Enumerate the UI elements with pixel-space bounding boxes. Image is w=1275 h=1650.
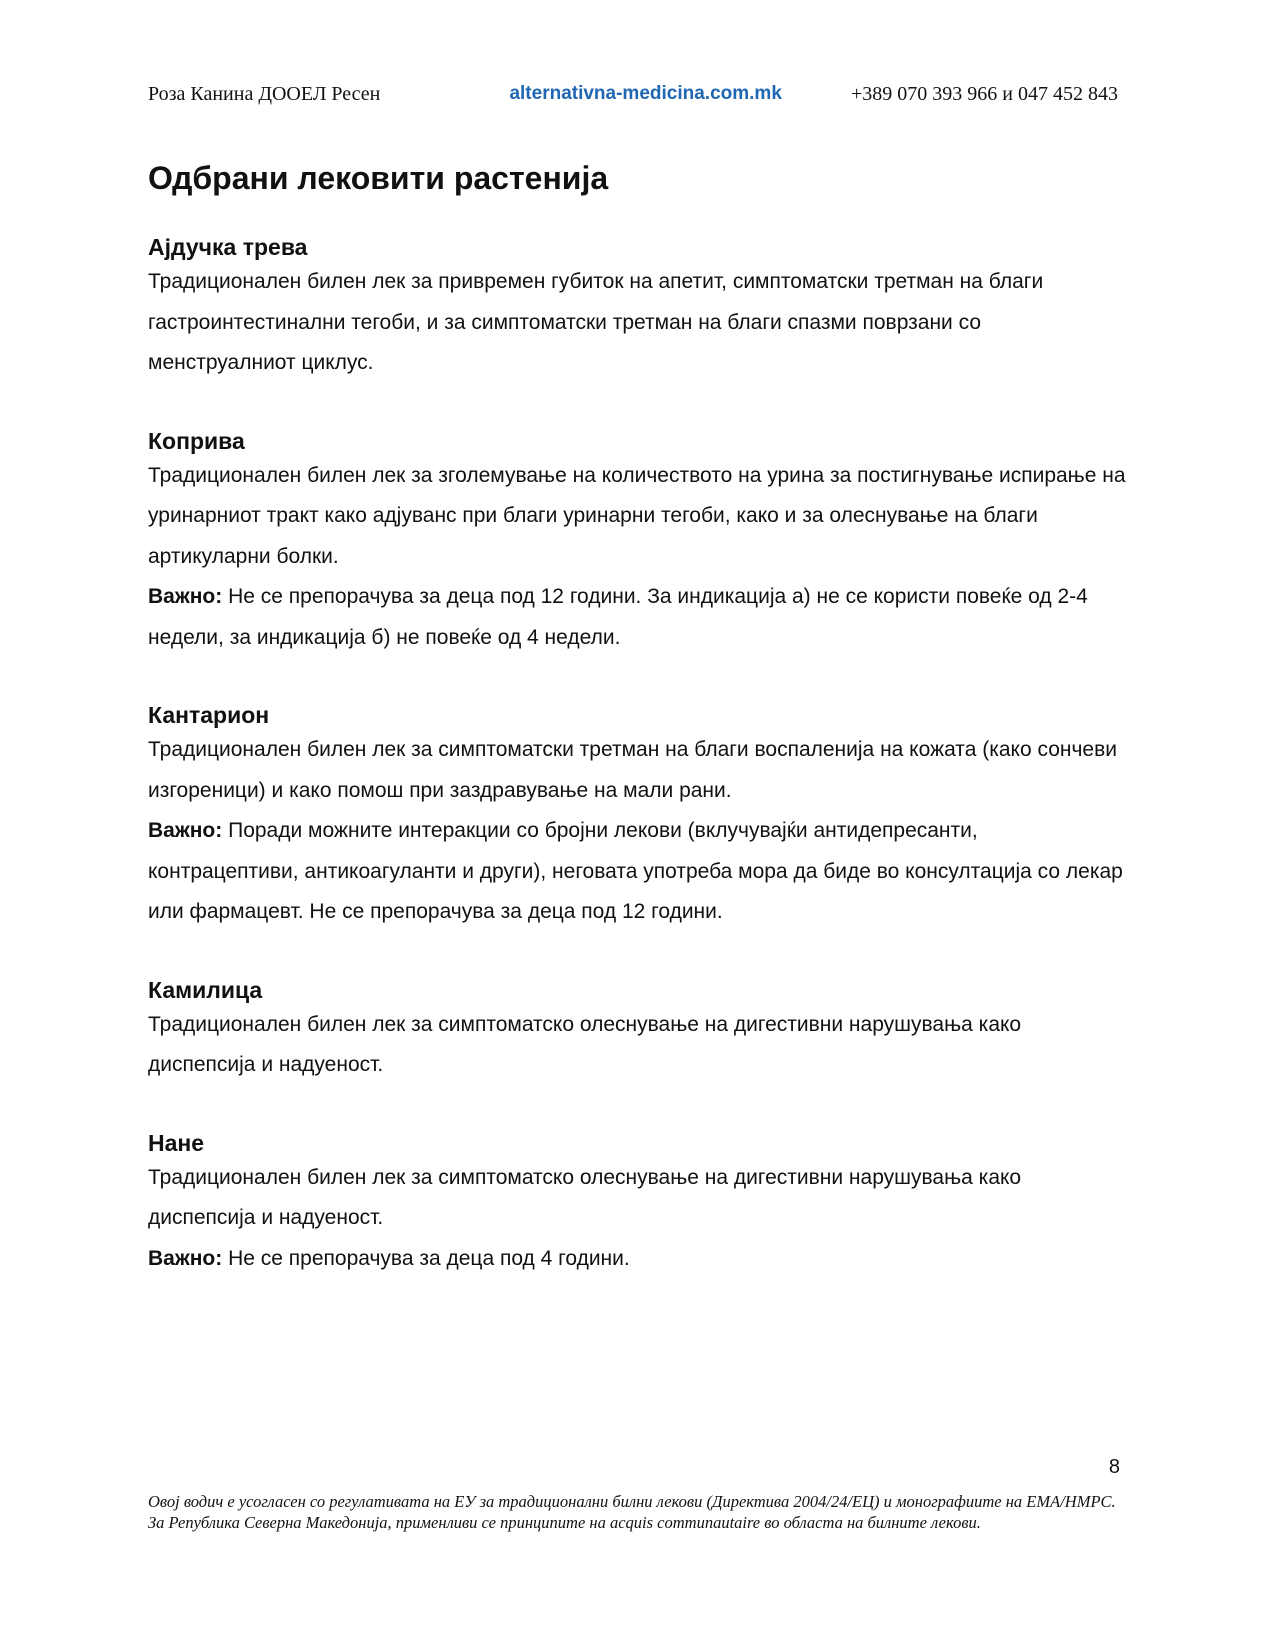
plant-description: Традиционален билен лек за симптоматско олеснување на дигестивни нарушувања како диспепсија и надуеност.	[148, 1165, 1022, 1229]
plant-description: Традиционален билен лек за симптоматско олеснување на дигестивни нарушувања како диспепсија и надуеност.	[148, 1012, 1022, 1076]
note-text: Не се препорачува за деца под 12 години. За индикација а) не се користи повеќе од 2-4 недели, за индикација б) не повеќе од 4 недели.	[148, 585, 1088, 649]
plant-note	[148, 1239, 1128, 1280]
note-label: Важно:	[148, 585, 223, 608]
plant-name: Кантарион	[148, 702, 270, 728]
plant-name: Камилица	[148, 976, 263, 1003]
page-header	[148, 80, 1118, 108]
page-number: 8	[1108, 1456, 1120, 1478]
footer-disclaimer: Овој водич е усогласен со регулативата на ЕУ за традиционални билни лекови (Директива 2004/24/ЕЦ) и монографиите на ЕМА/HMPC. За Република Северна Македонија, применливи се принципите на acquis communautaire во областа на билните лекови.	[148, 1492, 1116, 1532]
note-label: Важно:	[148, 819, 223, 842]
plant-section-kantarion	[148, 700, 1128, 933]
plant-section-kopriva	[148, 426, 1128, 659]
plant-name: Нане	[148, 1129, 205, 1156]
note-label: Важно:	[148, 1246, 223, 1270]
note-text: Поради можните интеракции со бројни лекови (вклучувајќи антидепресанти, контрацептиви, антикоагуланти и други), неговата употреба мора да биде во консултација со лекар или фармацевт. Не се препорачува за деца под 12 години.	[148, 819, 1123, 923]
header-phone: +389 070 393 966 и 047 452 843	[851, 82, 1118, 105]
page-title: Одбрани лековити растенија	[148, 160, 609, 196]
plant-note	[148, 577, 1128, 658]
header-company: Роза Канина ДООЕЛ Ресен	[148, 82, 381, 105]
plant-name: Коприва	[148, 427, 245, 454]
plant-note	[148, 811, 1128, 933]
note-text: Не се препорачува за деца под 4 години.	[228, 1246, 630, 1270]
plant-section-kamilica	[148, 975, 1128, 1086]
plant-description: Традиционален билен лек за зголемување на количеството на урина за постигнување испирање на уринарниот тракт како адјуванс при благи уринарни тегоби, како и за олеснување на благи артикуларни болки.	[148, 463, 1126, 568]
plant-list	[148, 232, 1128, 1321]
plant-section-nane	[148, 1128, 1128, 1280]
header-website-link[interactable]: alternativna-medicina.com.mk	[509, 83, 782, 104]
plant-description: Традиционален билен лек за симптоматски третман на благи воспаленија на кожата (како сончеви изгореници) и како помош при заздравување на мали рани.	[148, 738, 1117, 802]
plant-name: Ајдучка трева	[148, 234, 308, 260]
plant-description: Традиционален билен лек за привремен губиток на апетит, симптоматски третман на благи гастроинтестинални тегоби, и за симптоматски третман на благи спазми поврзани со менструалниот циклус.	[148, 270, 1044, 374]
plant-section-ajducka-treva	[148, 232, 1128, 384]
